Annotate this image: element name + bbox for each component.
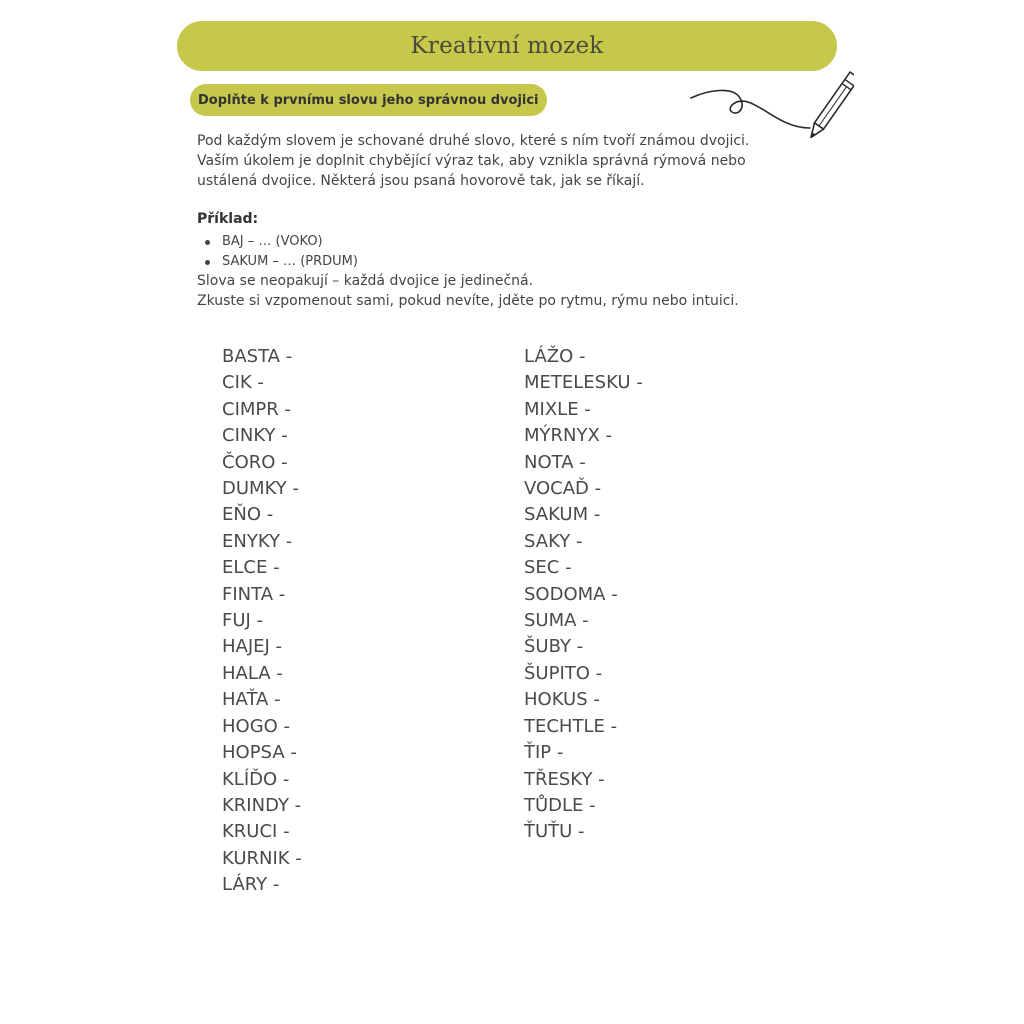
word-item: SUMA - bbox=[524, 610, 589, 632]
word-item: ENYKY - bbox=[222, 530, 293, 552]
word-item: NOTA - bbox=[524, 451, 586, 473]
word-item: SEC - bbox=[524, 557, 572, 579]
intro-line: Vaším úkolem je doplnit chybějící výraz tak, aby vznikla správná rýmová nebo bbox=[197, 153, 746, 169]
word-item: ELCE - bbox=[222, 557, 280, 579]
instructions-note bbox=[197, 271, 817, 311]
word-item: SAKY - bbox=[524, 530, 583, 552]
intro-line: Pod každým slovem je schované druhé slovo, které s ním tvoří známou dvojici. bbox=[197, 133, 750, 149]
word-item: TŘESKY - bbox=[524, 768, 605, 790]
word-item: CINKY - bbox=[222, 425, 288, 447]
word-item: DUMKY - bbox=[222, 478, 299, 500]
example-item: SAKUM – … (PRDUM) bbox=[205, 252, 358, 272]
example-heading: Příklad: bbox=[197, 211, 259, 227]
word-item: TECHTLE - bbox=[524, 715, 618, 737]
word-item: MIXLE - bbox=[524, 398, 591, 420]
word-item: HAŤA - bbox=[222, 689, 281, 711]
title-banner bbox=[177, 21, 837, 71]
word-item: METELESKU - bbox=[524, 372, 643, 394]
word-item: HALA - bbox=[222, 662, 283, 684]
word-item: BASTA - bbox=[222, 346, 293, 367]
word-item: TŮDLE - bbox=[524, 794, 596, 816]
example-list bbox=[205, 232, 358, 272]
word-item: SODOMA - bbox=[524, 583, 618, 605]
word-item: KURNIK - bbox=[222, 847, 302, 869]
word-item: HOPSA - bbox=[222, 742, 297, 764]
intro-line: ustálená dvojice. Některá jsou psaná hovorově tak, jak se říkají. bbox=[197, 173, 645, 189]
word-item: LÁRY - bbox=[222, 874, 280, 896]
word-item: ŤIP - bbox=[524, 742, 564, 764]
word-item: EŇO - bbox=[222, 504, 274, 526]
word-item: KLÍĎO - bbox=[222, 768, 290, 790]
word-item: HOKUS - bbox=[524, 689, 600, 711]
word-item: VOCAĎ - bbox=[524, 478, 602, 500]
word-item: ŤUŤU - bbox=[524, 821, 585, 843]
intro-paragraph bbox=[197, 131, 797, 191]
word-column-left bbox=[222, 344, 302, 899]
word-item: KRUCI - bbox=[222, 821, 290, 843]
task-instruction-badge bbox=[190, 84, 547, 116]
example-item: BAJ – … (VOKO) bbox=[205, 232, 358, 252]
word-item: SAKUM - bbox=[524, 504, 601, 526]
word-item: ŠUPITO - bbox=[524, 662, 603, 684]
note-line: Slova se neopakují – každá dvojice je jedinečná. bbox=[197, 273, 534, 289]
word-item: CIK - bbox=[222, 372, 264, 394]
word-item: ŠUBY - bbox=[524, 636, 584, 658]
note-line: Zkuste si vzpomenout sami, pokud nevíte, jděte po rytmu, rýmu nebo intuici. bbox=[197, 293, 739, 309]
word-item: CIMPR - bbox=[222, 398, 291, 420]
word-item: FUJ - bbox=[222, 610, 264, 632]
word-item: KRINDY - bbox=[222, 794, 302, 816]
pencil-with-swirl-icon bbox=[688, 68, 854, 138]
page-title: Kreativní mozek bbox=[410, 33, 604, 59]
word-column-right bbox=[524, 344, 643, 846]
word-item: HAJEJ - bbox=[222, 636, 283, 658]
word-item: ČORO - bbox=[222, 451, 288, 473]
word-item: MÝRNYX - bbox=[524, 425, 613, 447]
word-item: FINTA - bbox=[222, 583, 286, 605]
word-item: HOGO - bbox=[222, 715, 291, 737]
word-item: LÁŽO - bbox=[524, 346, 586, 367]
task-instruction-label: Doplňte k prvnímu slovu jeho správnou dvojici bbox=[198, 92, 539, 108]
